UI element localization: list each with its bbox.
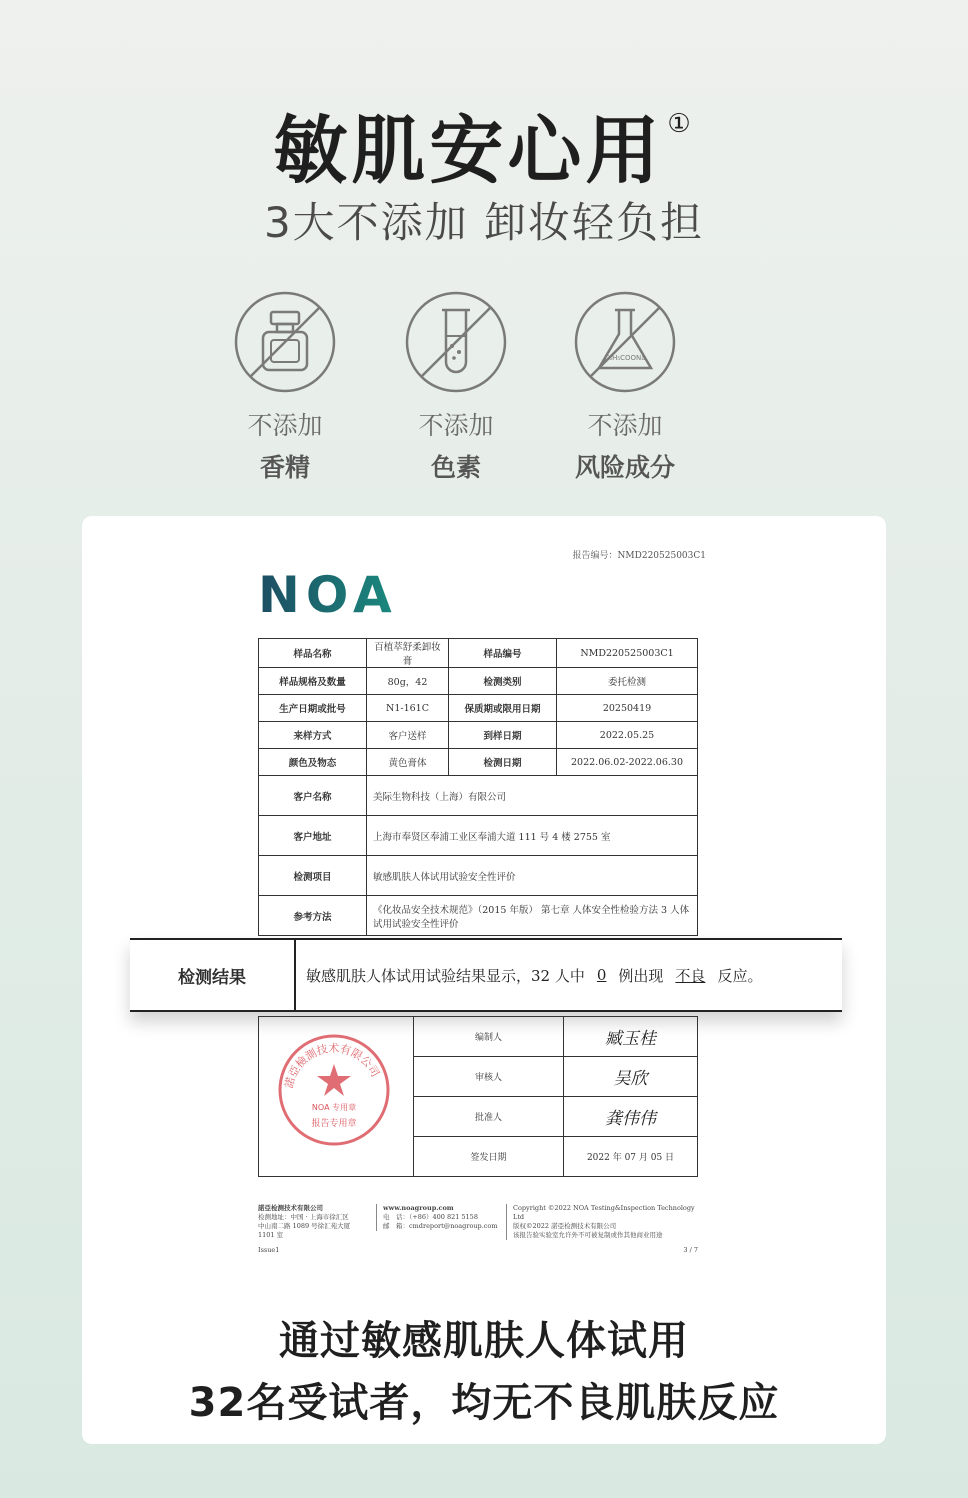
stamp-star-icon	[317, 1064, 351, 1096]
footer-text: 该报告验实验室允许外不可被复制或作其他商业用途	[513, 1231, 663, 1239]
footer-text: 1101 室	[258, 1231, 284, 1239]
table-cell: 20250419	[557, 695, 698, 722]
signature-role: 审核人	[414, 1057, 564, 1097]
signature-value: 臧玉桂	[564, 1017, 698, 1057]
footer-issue: Issue1	[258, 1246, 280, 1254]
table-cell: 2022.06.02-2022.06.30	[557, 749, 698, 776]
conclusion-text	[82, 1310, 886, 1434]
table-cell: 委托检测	[557, 668, 698, 695]
badge-line2: 风险成分	[574, 453, 675, 482]
table-cell: 黄色膏体	[367, 749, 449, 776]
badge-line2: 色素	[430, 453, 481, 482]
conclusion-line: 32名受试者，均无不良肌肤反应	[188, 1380, 780, 1426]
flask-icon	[573, 290, 677, 394]
test-report-card	[82, 516, 886, 1444]
badge-no-colorant	[376, 290, 536, 484]
table-cell: 客户名称	[259, 776, 367, 816]
table-cell: 参考方法	[259, 896, 367, 936]
badge-line1: 不添加	[418, 411, 494, 440]
result-text-part: 反应。	[717, 966, 763, 985]
stamp-bottom-text: 报告专用章	[311, 1119, 357, 1129]
flask-formula: C₆H₅COONa	[604, 354, 646, 362]
footnote-marker: ①	[667, 109, 695, 139]
signature-value: 龚伟伟	[564, 1097, 698, 1137]
footer-text: 諾亞检测技术有限公司	[258, 1204, 323, 1212]
table-row	[259, 695, 698, 722]
table-cell: 保质期或限用日期	[449, 695, 557, 722]
footer-text: 检测地址：中国 · 上海市徐汇区	[258, 1213, 349, 1221]
table-cell: 百植萃舒柔卸妆膏	[367, 639, 449, 668]
stamp-mid-text: NOA 专用章	[311, 1103, 357, 1112]
noa-logo: NOA	[258, 566, 398, 624]
table-cell: 到样日期	[449, 722, 557, 749]
table-row	[259, 639, 698, 668]
badge-no-fragrance	[205, 290, 365, 484]
footer-text: www.noagroup.com	[383, 1204, 454, 1212]
table-cell: 客户地址	[259, 816, 367, 856]
signature-value: 吴欣	[564, 1057, 698, 1097]
table-cell: 样品编号	[449, 639, 557, 668]
footer-copyright	[506, 1204, 698, 1240]
table-row	[259, 749, 698, 776]
table-cell: 敏感肌肤人体试用试验安全性评价	[367, 856, 698, 896]
badge-no-risky-ingredients	[545, 290, 705, 484]
table-cell: 美际生物科技（上海）有限公司	[367, 776, 698, 816]
table-row	[259, 776, 698, 816]
table-cell: N1-161C	[367, 695, 449, 722]
table-cell: 样品规格及数量	[259, 668, 367, 695]
perfume-bottle-icon	[233, 290, 337, 394]
table-cell: 上海市奉贤区奉浦工业区奉浦大道 111 号 4 楼 2755 室	[367, 816, 698, 856]
result-word: 不良	[675, 966, 706, 985]
table-cell: 检测日期	[449, 749, 557, 776]
table-row	[259, 722, 698, 749]
result-count: 0	[596, 966, 607, 984]
badge-line2: 香精	[259, 453, 310, 482]
badge-line1: 不添加	[247, 411, 323, 440]
page-title: 敏肌安心用 ①	[273, 108, 695, 194]
signature-role: 签发日期	[414, 1137, 564, 1177]
table-cell: 生产日期或批号	[259, 695, 367, 722]
signature-role: 批准人	[414, 1097, 564, 1137]
table-cell: 检测项目	[259, 856, 367, 896]
table-row	[259, 668, 698, 695]
report-table	[258, 638, 698, 936]
test-result-strip	[130, 938, 842, 1012]
result-text	[306, 940, 762, 1010]
page-subtitle: 3大不添加 卸妆轻负担	[263, 198, 705, 247]
footer-company	[258, 1204, 368, 1240]
issue-date: 2022 年 07 月 05 日	[564, 1137, 698, 1177]
footer-text: 中山南二路 1089 号徐汇苑大厦	[258, 1222, 351, 1230]
table-cell: 客户送样	[367, 722, 449, 749]
company-seal-stamp	[274, 1030, 394, 1150]
footer-text: Copyright ©2022 NOA Testing&Inspection Technology Ltd	[513, 1204, 695, 1221]
footer-page-number: 3 / 7	[683, 1246, 698, 1254]
table-row	[259, 896, 698, 936]
report-number: 报告编号：NMD220525003C1	[572, 551, 706, 561]
stamp-top-text: 諾亞檢測技术有限公司	[282, 1041, 382, 1090]
footer-text: 版权©2022 諾亞检测技术有限公司	[513, 1222, 617, 1230]
table-cell: 来样方式	[259, 722, 367, 749]
table-cell: 《化妆品安全技术规范》（2015 年版） 第七章 人体安全性检验方法 3 人体试用试验安全性评价	[367, 896, 698, 936]
table-row	[259, 856, 698, 896]
conclusion-line: 通过敏感肌肤人体试用	[279, 1318, 689, 1364]
table-cell: 检测类别	[449, 668, 557, 695]
test-tube-icon	[404, 290, 508, 394]
footer-text: 电 话：（+86）400 821 5158	[383, 1213, 478, 1221]
footer-contact	[376, 1204, 504, 1231]
signature-role: 编制人	[414, 1017, 564, 1057]
table-cell: 颜色及物态	[259, 749, 367, 776]
table-cell: 80g，42	[367, 668, 449, 695]
result-label: 检测结果	[130, 940, 296, 1010]
result-text-part: 例出现	[618, 966, 664, 985]
table-cell: 样品名称	[259, 639, 367, 668]
no-additive-badges	[0, 290, 968, 490]
footer-text: 邮 箱：cmdreport@noagroup.com	[383, 1222, 498, 1230]
table-cell: 2022.05.25	[557, 722, 698, 749]
table-cell: NMD220525003C1	[557, 639, 698, 668]
result-text-part: 敏感肌肤人体试用试验结果显示，32 人中	[306, 966, 585, 985]
table-row	[259, 816, 698, 856]
badge-line1: 不添加	[587, 411, 663, 440]
